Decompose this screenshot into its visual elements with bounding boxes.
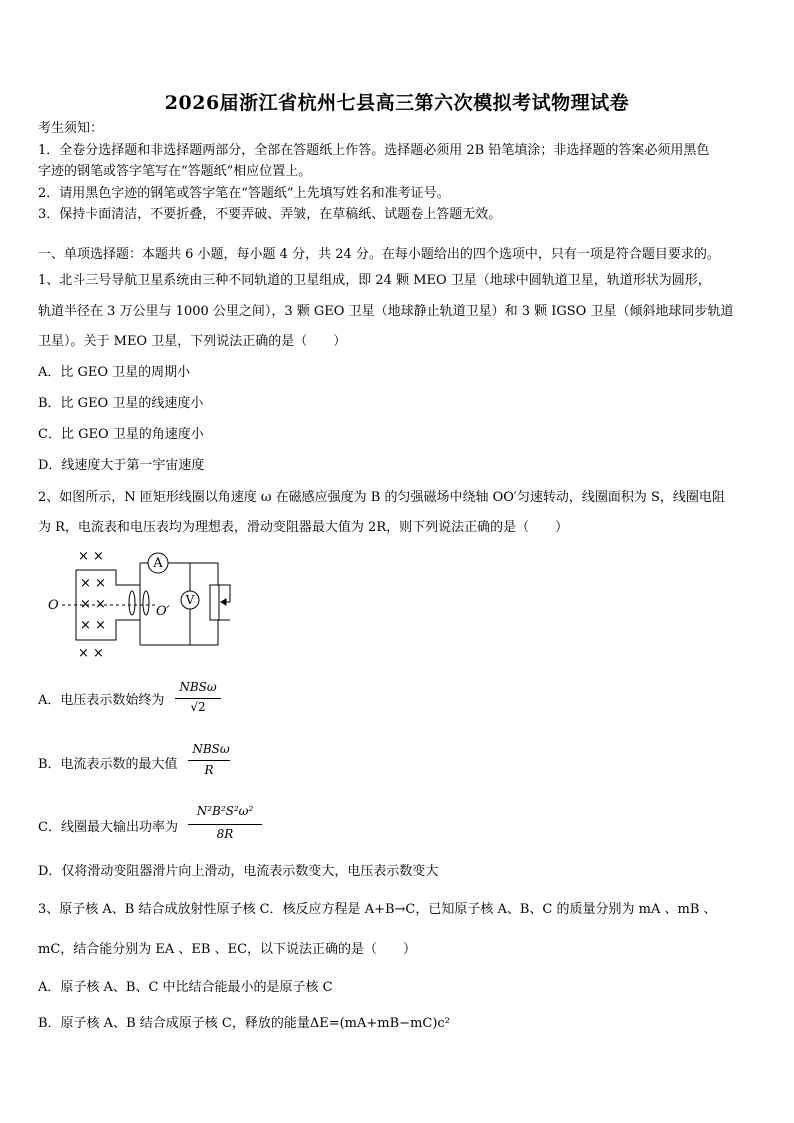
q1-option-d: D．线速度大于第一宇宙速度: [38, 458, 205, 473]
q2-option-b: B．电流表示数的最大值: [38, 757, 178, 772]
q3-stem-line: mC，结合能分别为 EA 、EB 、EC，以下说法正确的是（ ）: [38, 942, 417, 957]
notice-line: 字迹的钢笔或答字笔写在“答题纸”相应位置上。: [38, 164, 312, 179]
q1-stem-line: 轨道半径在 3 万公里与 1000 公里之间），3 颗 GEO 卫星（地球静止轨道卫星）和 3 颗 IGSO 卫星（倾斜地球同步轨道: [38, 304, 734, 319]
field-cross: × ×: [80, 576, 106, 591]
notice-line: 1．全卷分选择题和非选择题两部分，全部在答题纸上作答。选择题必须用 2B 铅笔填涂；非选择题的答案必须用黑色: [38, 143, 710, 158]
fraction-bar: [188, 760, 230, 761]
q1-stem-line: 卫星）。关于 MEO 卫星，下列说法正确的是（ ）: [38, 334, 347, 349]
axis-label-o: O: [48, 598, 59, 613]
fraction-bar: [175, 698, 221, 699]
notice-line: 2．请用黑色字迹的钢笔或答字笔在“答题纸”上先填写姓名和准考证号。: [38, 186, 450, 201]
q2-circuit-figure: [40, 545, 250, 665]
field-cross: × ×: [80, 597, 106, 612]
notice-heading: 考生须知：: [38, 121, 104, 136]
field-cross: × ×: [78, 646, 104, 661]
field-cross: × ×: [78, 549, 104, 564]
field-cross: × ×: [80, 618, 106, 633]
fraction-bar: [188, 824, 262, 825]
notice-line: 3．保持卡面清洁，不要折叠，不要弄破、弄皱，在草稿纸、试题卷上答题无效。: [38, 207, 502, 222]
q2-option-a-numerator: NBSω: [179, 680, 217, 694]
voltmeter-label: V: [185, 593, 195, 607]
q2-stem-line: 为 R，电流表和电压表均为理想表，滑动变阻器最大值为 2R，则下列说法正确的是（ ）: [38, 520, 569, 535]
page-title: 2026届浙江省杭州七县高三第六次模拟考试物理试卷: [164, 92, 630, 114]
q2-option-b-numerator: NBSω: [192, 742, 230, 756]
q3-option-a: A．原子核 A、B、C 中比结合能最小的是原子核 C: [38, 980, 333, 995]
section-heading: 一、单项选择题：本题共 6 小题，每小题 4 分，共 24 分。在每小题给出的四个选项中，只有一项是符合题目要求的。: [38, 247, 720, 262]
q1-stem-line: 1、北斗三号导航卫星系统由三种不同轨道的卫星组成，即 24 颗 MEO 卫星（地球中圆轨道卫星，轨道形状为圆形，: [38, 273, 711, 288]
q2-option-d: D．仅将滑动变阻器滑片向上滑动，电流表示数变大，电压表示数变大: [38, 864, 439, 879]
q1-option-b: B．比 GEO 卫星的线速度小: [38, 396, 204, 411]
q2-option-a-denominator: √2: [190, 700, 206, 714]
q2-option-c: C．线圈最大输出功率为: [38, 820, 178, 835]
q3-option-b: B．原子核 A、B 结合成原子核 C，释放的能量ΔE=(mA+mB−mC)c²: [38, 1016, 450, 1031]
q2-option-b-denominator: R: [204, 763, 214, 777]
q2-option-c-denominator: 8R: [216, 827, 234, 841]
ammeter-label: A: [153, 556, 163, 571]
q2-stem-line: 2、如图所示，N 匝矩形线圈以角速度 ω 在磁感应强度为 B 的匀强磁场中绕轴 OO′匀速转动，线圈面积为 S，线圈电阻: [38, 490, 725, 505]
q2-option-c-numerator: N²B²S²ω²: [196, 804, 254, 818]
q1-option-c: C．比 GEO 卫星的角速度小: [38, 427, 204, 442]
q2-option-a: A．电压表示数始终为: [38, 693, 165, 708]
axis-label-o-prime: O′: [156, 604, 170, 619]
q3-stem-line: 3、原子核 A、B 结合成放射性原子核 C．核反应方程是 A+B→C，已知原子核 A、B、C 的质量分别为 mA 、mB 、: [38, 902, 717, 917]
q1-option-a: A．比 GEO 卫星的周期小: [38, 365, 191, 380]
